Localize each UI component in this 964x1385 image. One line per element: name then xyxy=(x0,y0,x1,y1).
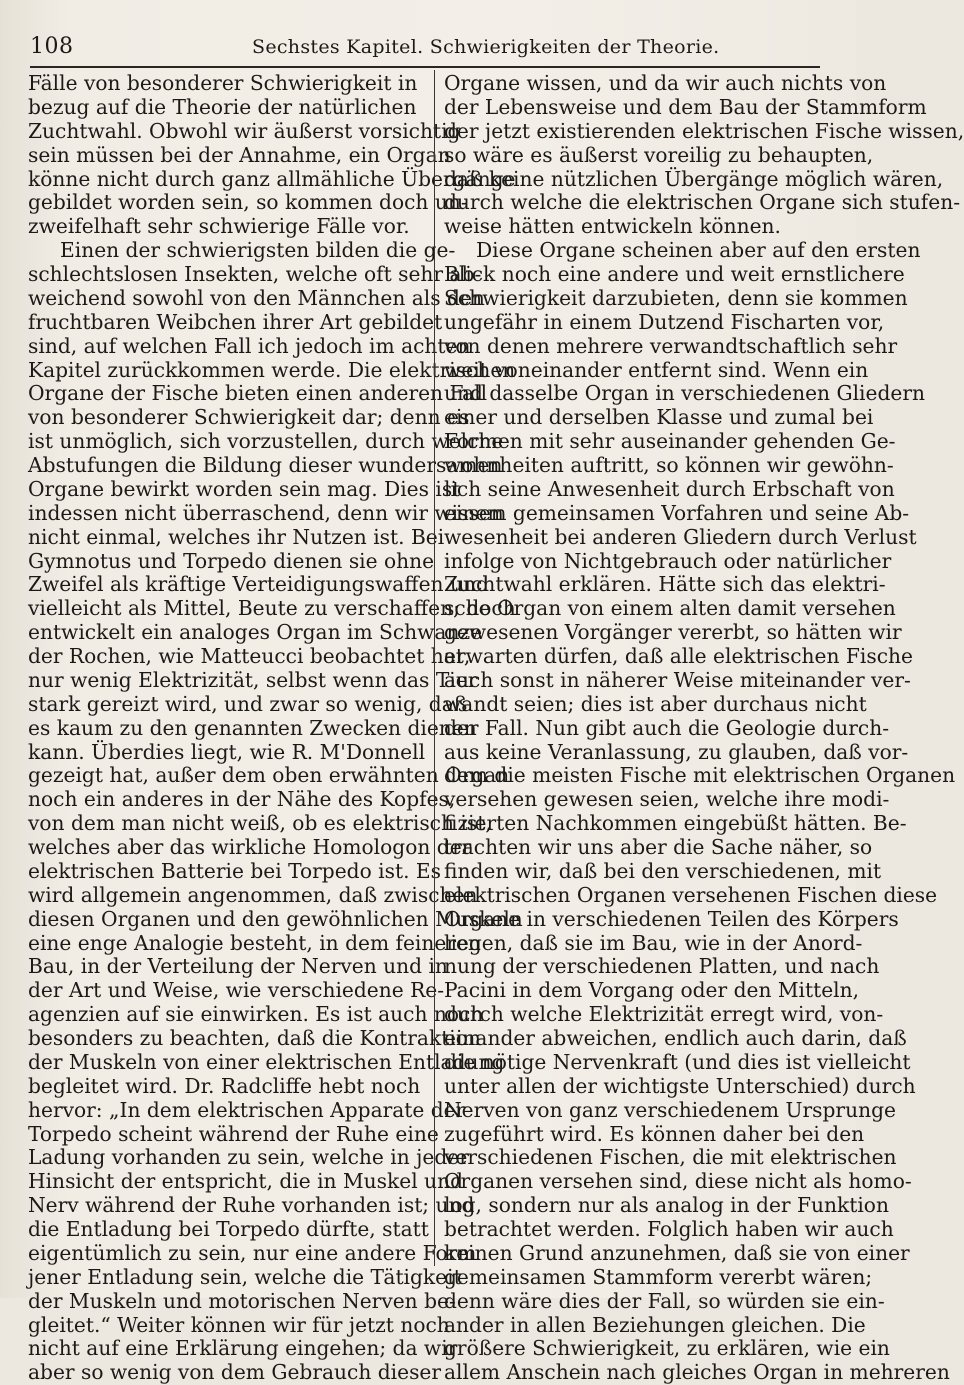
text-line: ungefähr in einem Dutzend Fischarten vor, xyxy=(444,309,885,334)
text-line: stark gereizt wird, und zwar so wenig, daß xyxy=(28,691,468,716)
text-line: die nötige Nervenkraft (und dies ist vielleicht xyxy=(444,1049,911,1074)
text-line: gewesenen Vorgänger vererbt, so hätten wir xyxy=(444,620,902,645)
text-line: verschiedenen Fischen, die mit elektrischen xyxy=(444,1145,897,1170)
text-line: begleitet wird. Dr. Radcliffe hebt noch xyxy=(28,1073,421,1098)
text-line: entwickelt ein analoges Organ im Schwanze xyxy=(28,620,483,645)
text-line: wird allgemein angenommen, daß zwischen xyxy=(28,882,478,907)
text-line: gebildet worden sein, so kommen doch un- xyxy=(28,190,468,215)
text-line: besonders zu beachten, daß die Kontraktion xyxy=(28,1026,481,1050)
text-line: Zuchtwahl. Obwohl wir äußerst vorsichtig xyxy=(28,118,461,143)
text-line: allem Anschein nach gleiches Organ in mehreren xyxy=(444,1360,950,1385)
text-line: denn wäre dies der Fall, so würden sie ein- xyxy=(444,1288,885,1313)
text-line: Organe der Fische bieten einen anderen Fall xyxy=(28,381,488,406)
text-line: lich seine Anwesenheit durch Erbschaft von xyxy=(444,476,895,501)
text-line: sind, auf welchen Fall ich jedoch im achten xyxy=(28,333,471,358)
text-line: von besonderer Schwierigkeit dar; denn es xyxy=(28,405,470,430)
text-line: der Muskeln und motorischen Nerven be- xyxy=(28,1288,456,1313)
text-line: aber so wenig von dem Gebrauch dieser xyxy=(28,1360,442,1385)
text-line: gezeigt hat, außer dem oben erwähnten Organ xyxy=(28,763,510,788)
text-line: sein müssen bei der Annahme, ein Organ xyxy=(28,142,451,167)
text-line: der Muskeln von einer elektrischen Entladung xyxy=(28,1049,505,1074)
text-line: Pacini in dem Vorgang oder den Mitteln, xyxy=(444,978,860,1003)
text-line: Fälle von besonderer Schwierigkeit in xyxy=(28,71,418,95)
text-line: der Fall. Nun gibt auch die Geologie durch- xyxy=(444,715,890,740)
text-line: Organen versehen sind, diese nicht als homo- xyxy=(444,1169,912,1194)
text-line: Organe in verschiedenen Teilen des Körpers xyxy=(444,906,899,931)
text-line: Abstufungen die Bildung dieser wundersamen xyxy=(28,453,503,477)
text-line: die Entladung bei Torpedo dürfte, statt xyxy=(28,1217,429,1241)
text-line: Torpedo scheint während der Ruhe eine xyxy=(28,1121,439,1146)
text-line: einer und derselben Klasse und zumal bei xyxy=(444,405,874,430)
text-line: größere Schwierigkeit, zu erklären, wie ein xyxy=(444,1336,890,1361)
text-line: Blick noch eine andere und weit ernstlichere xyxy=(444,262,905,286)
text-line: vielleicht als Mittel, Beute zu verschaffen; doch xyxy=(28,596,516,621)
text-line: eigentümlich zu sein, nur eine andere Form xyxy=(28,1240,477,1265)
text-line: aus keine Veranlassung, zu glauben, daß vor- xyxy=(444,739,909,764)
text-line: wandt seien; dies ist aber durchaus nicht xyxy=(444,691,867,716)
text-line: ist unmöglich, sich vorzustellen, durch welche xyxy=(28,429,504,454)
text-line: keinen Grund anzunehmen, daß sie von einer xyxy=(444,1240,910,1265)
text-line: und dasselbe Organ in verschiedenen Gliedern xyxy=(444,381,925,406)
text-line: elektrischen Batterie bei Torpedo ist. Es xyxy=(28,858,442,883)
text-line: jener Entladung sein, welche die Tätigkeit xyxy=(28,1264,462,1289)
column-divider xyxy=(434,70,435,1266)
page-number: 108 xyxy=(30,34,74,59)
text-line: der Rochen, wie Matteucci beobachtet hat, xyxy=(28,644,471,668)
text-line: liegen, daß sie im Bau, wie in der Anord- xyxy=(444,930,863,955)
text-line: fruchtbaren Weibchen ihrer Art gebildet xyxy=(28,309,443,334)
text-line: schlechtslosen Insekten, welche oft sehr ab- xyxy=(28,262,482,286)
running-title: Sechstes Kapitel. Schwierigkeiten der Theorie. xyxy=(252,36,720,58)
left-text-column xyxy=(28,71,523,1385)
text-line: agenzien auf sie einwirken. Es ist auch noch xyxy=(28,1002,484,1027)
text-line: von denen mehrere verwandtschaftlich sehr xyxy=(444,333,898,358)
text-line: Formen mit sehr auseinander gehenden Ge- xyxy=(444,429,896,454)
text-line: Nerven von ganz verschiedenem Ursprunge xyxy=(444,1097,896,1122)
text-line: Schwierigkeit darzubieten, denn sie kommen xyxy=(444,285,908,310)
text-line: durch welche Elektrizität erregt wird, von- xyxy=(444,1002,884,1027)
text-line: nung der verschiedenen Platten, und nach xyxy=(444,954,880,979)
right-text-column xyxy=(444,71,964,1385)
text-line: Kapitel zurückkommen werde. Die elektrischen xyxy=(28,357,516,382)
text-line: Ladung vorhanden zu sein, welche in jeder xyxy=(28,1145,469,1170)
text-line: infolge von Nichtgebrauch oder natürlicher xyxy=(444,548,892,573)
text-line: durch welche die elektrischen Organe sich stufen- xyxy=(444,190,961,215)
header-rule xyxy=(30,66,820,68)
text-line: Zweifel als kräftige Verteidigungswaffen und xyxy=(28,572,489,597)
text-line: der Lebensweise und dem Bau der Stammform xyxy=(444,94,927,119)
text-line: Zuchtwahl erklären. Hätte sich das elektri- xyxy=(444,572,886,597)
text-line: log, sondern nur als analog in der Funktion xyxy=(444,1193,889,1218)
text-line: weit voneinander entfernt sind. Wenn ein xyxy=(444,357,869,382)
text-line: zugeführt wird. Es können daher bei den xyxy=(444,1121,865,1146)
text-line: nicht einmal, welches ihr Nutzen ist. Bei xyxy=(28,524,445,549)
text-line: fizierten Nachkommen eingebüßt hätten. Be- xyxy=(444,811,907,836)
running-header xyxy=(30,30,820,60)
text-line: welches aber das wirkliche Homologon der xyxy=(28,835,472,859)
text-line: Nerv während der Ruhe vorhanden ist; und xyxy=(28,1193,475,1218)
text-line: so wäre es äußerst voreilig zu behaupten, xyxy=(444,142,874,167)
text-line: weichend sowohl von den Männchen als den xyxy=(28,285,485,310)
text-line: trachten wir uns aber die Sache näher, so xyxy=(444,835,873,859)
text-line: der Art und Weise, wie verschiedene Re- xyxy=(28,978,445,1003)
text-line: Hinsicht der entspricht, die in Muskel und xyxy=(28,1169,463,1194)
text-line: Gymnotus und Torpedo dienen sie ohne xyxy=(28,548,435,573)
text-line: einander abweichen, endlich auch darin, daß xyxy=(444,1026,907,1050)
text-line: unter allen der wichtigste Unterschied) durch xyxy=(444,1073,916,1098)
text-line: diesen Organen und den gewöhnlichen Muskeln xyxy=(28,906,523,931)
text-line: von dem man nicht weiß, ob es elektrisch ist, xyxy=(28,811,492,836)
text-line: eine enge Analogie besteht, in dem feineren xyxy=(28,930,481,955)
text-line: könne nicht durch ganz allmähliche Übergänge xyxy=(28,166,516,191)
text-line: zweifelhaft sehr schwierige Fälle vor. xyxy=(28,214,410,239)
text-line: gemeinsamen Stammform vererbt wären; xyxy=(444,1264,873,1289)
text-line: wohnheiten auftritt, so können wir gewöhn- xyxy=(444,453,894,477)
text-line: noch ein anderes in der Nähe des Kopfes, xyxy=(28,787,456,812)
text-line: Diese Organe scheinen aber auf den ersten xyxy=(476,238,921,263)
text-line: dem die meisten Fische mit elektrischen Organen xyxy=(444,763,956,788)
text-line: Einen der schwierigsten bilden die ge- xyxy=(60,238,456,263)
text-line: wesenheit bei anderen Gliedern durch Verlust xyxy=(444,524,917,549)
text-line: ander in allen Beziehungen gleichen. Die xyxy=(444,1312,866,1337)
text-line: Organe bewirkt worden sein mag. Dies ist xyxy=(28,476,461,501)
text-line: einem gemeinsamen Vorfahren und seine Ab- xyxy=(444,500,910,525)
text-line: sche Organ von einem alten damit versehen xyxy=(444,596,896,621)
text-line: betrachtet werden. Folglich haben wir auch xyxy=(444,1217,894,1241)
text-line: es kaum zu den genannten Zwecken dienen xyxy=(28,715,477,740)
text-line: der jetzt existierenden elektrischen Fische wissen, xyxy=(444,118,964,143)
text-line: weise hätten entwickeln können. xyxy=(444,214,781,239)
text-line: auch sonst in näherer Weise miteinander ver- xyxy=(444,667,911,692)
text-line: finden wir, daß bei den verschiedenen, mit xyxy=(444,858,882,883)
text-line: Bau, in der Verteilung der Nerven und in xyxy=(28,954,448,979)
text-line: nur wenig Elektrizität, selbst wenn das Tier xyxy=(28,667,478,692)
text-line: nicht auf eine Erklärung eingehen; da wir xyxy=(28,1336,458,1361)
text-line: erwarten dürfen, daß alle elektrischen Fische xyxy=(444,644,913,668)
text-line: kann. Überdies liegt, wie R. M'Donnell xyxy=(28,739,426,764)
text-line: Organe wissen, und da wir auch nichts von xyxy=(444,71,887,95)
text-line: gleitet.“ Weiter können wir für jetzt noch xyxy=(28,1312,450,1337)
text-line: elektrischen Organen versehenen Fischen diese xyxy=(444,882,938,907)
text-line: daß keine nützlichen Übergänge möglich wären, xyxy=(444,166,944,191)
text-line: indessen nicht überraschend, denn wir wissen xyxy=(28,500,504,525)
text-line: hervor: „In dem elektrischen Apparate der xyxy=(28,1097,466,1122)
text-line: bezug auf die Theorie der natürlichen xyxy=(28,94,417,119)
text-line: versehen gewesen seien, welche ihre modi- xyxy=(444,787,890,812)
